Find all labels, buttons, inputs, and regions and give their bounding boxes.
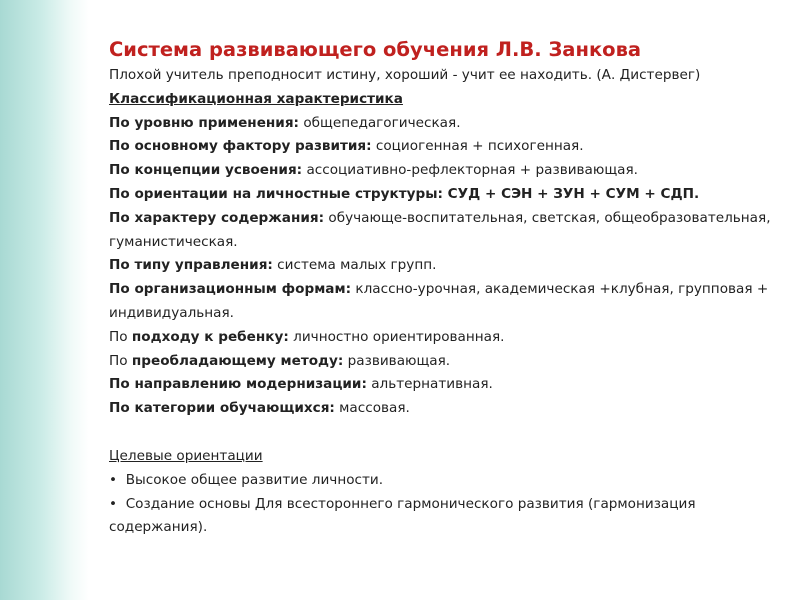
goals-heading: Целевые ориентации [109, 447, 263, 464]
classification-item [109, 207, 789, 255]
item-prefix: По [109, 328, 132, 345]
item-label: По концепции усвоения: [109, 162, 303, 179]
item-value: личностно ориентированная. [288, 328, 505, 345]
item-value: ассоциативно-рефлекторная + развивающая. [302, 162, 638, 179]
item-label: По направлению модернизации: [109, 376, 367, 393]
goal-item [109, 493, 789, 541]
classification-item [109, 112, 789, 136]
classification-item [109, 278, 789, 326]
item-label: подходу к ребенку: [131, 328, 289, 345]
item-value: развивающая. [343, 352, 451, 369]
item-label: преобладающему методу: [131, 352, 344, 369]
bullet-icon: • [109, 495, 118, 512]
goal-text: Высокое общее развитие личности. [125, 471, 384, 488]
epigraph: Плохой учитель преподносит истину, хороший - учит ее находить. (А. Дистервег) [109, 67, 701, 83]
item-label: По характеру содержания: [109, 209, 325, 226]
item-label: По категории обучающихся: [109, 400, 335, 417]
item-label: По ориентации на личностные структуры: [109, 185, 443, 202]
classification-item [109, 350, 789, 374]
goal-item [109, 469, 789, 493]
item-value: общепедагогическая. [299, 114, 461, 131]
item-prefix: По [109, 352, 132, 369]
classification-item [109, 254, 789, 278]
item-value: социогенная + психогенная. [371, 138, 584, 155]
bullet-icon: • [109, 471, 118, 488]
item-label: По основному фактору развития: [109, 138, 372, 155]
classification-item [109, 373, 789, 397]
item-value: массовая. [334, 400, 410, 417]
item-value: альтернативная. [366, 376, 493, 393]
classification-item [109, 135, 789, 159]
classification-item [109, 159, 789, 183]
classification-item [109, 183, 789, 207]
decorative-side-stripe [0, 0, 89, 600]
goal-text: Создание основы Для всестороннего гармонического развития (гармонизация содержания). [109, 495, 696, 536]
slide [89, 0, 800, 600]
item-label: По типу управления: [109, 257, 273, 274]
classification-heading: Классификационная характеристика [109, 90, 403, 107]
slide-content [109, 36, 789, 540]
item-label: По организационным формам: [109, 281, 352, 298]
section-spacer [109, 421, 789, 445]
slide-title: Система развивающего обучения Л.В. Занкова [109, 38, 642, 61]
item-value: обучающе-воспитательная, светская, общеобразовательная, гуманистическая. [109, 209, 771, 250]
item-value: система малых групп. [272, 257, 437, 274]
classification-item [109, 326, 789, 350]
item-label: По уровню применения: [109, 114, 299, 131]
classification-list [109, 112, 789, 421]
item-value: классно-урочная, академическая +клубная, групповая + индивидуальная. [109, 281, 769, 321]
item-value: СУД + СЭН + ЗУН + СУМ + СДП. [442, 185, 700, 202]
goals-list [109, 469, 789, 540]
classification-item [109, 397, 789, 421]
